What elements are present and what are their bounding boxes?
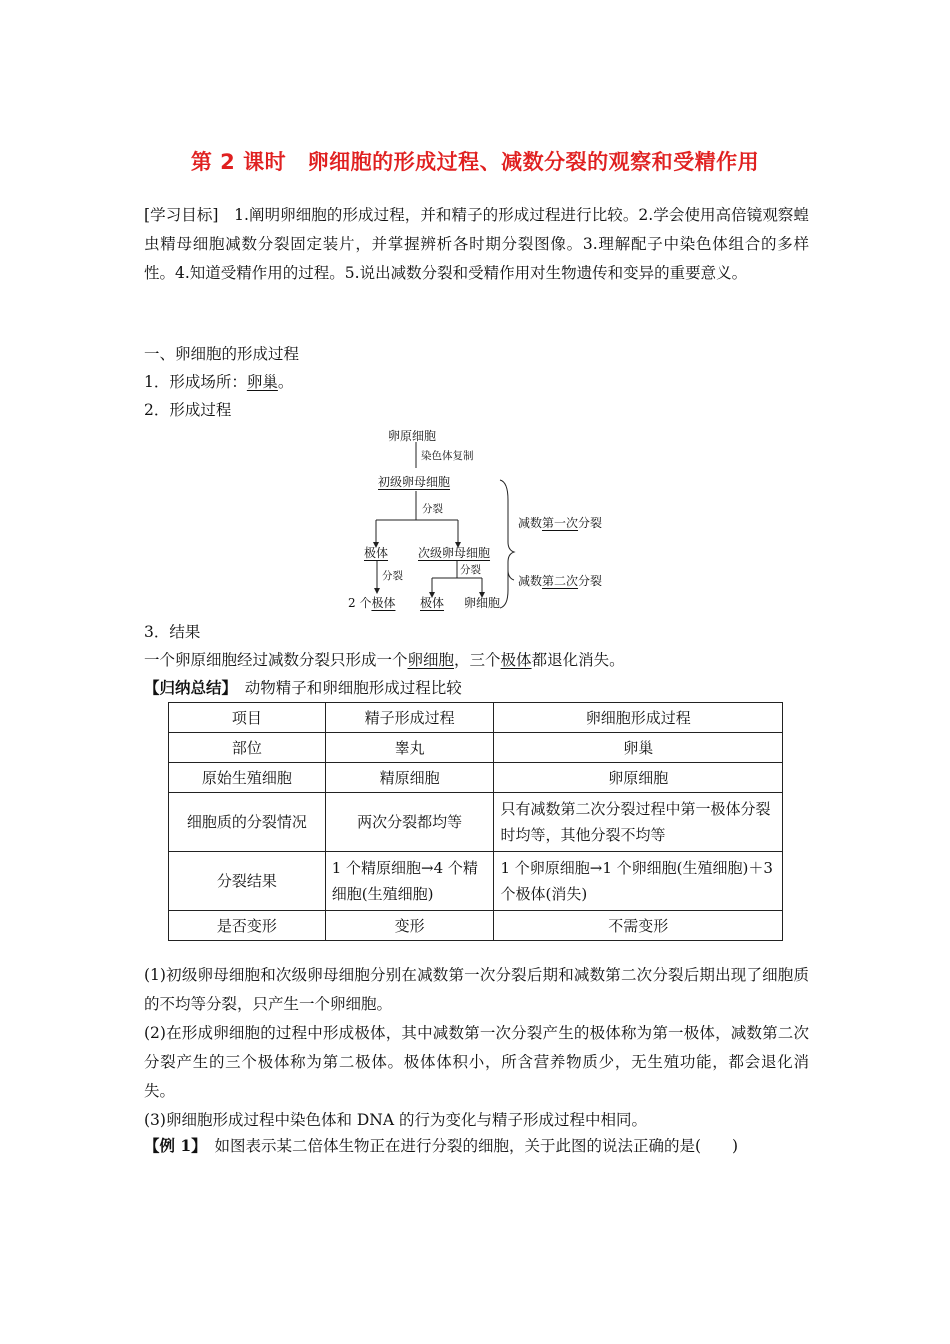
- table-row: [169, 911, 783, 941]
- section-heading: 一、卵细胞的形成过程: [144, 345, 300, 363]
- table-cell: 原始生殖细胞: [169, 763, 326, 793]
- table-cell: 不需变形: [494, 911, 783, 941]
- result-answer-polar: 极体: [500, 651, 532, 669]
- summary-label: 【归纳总结】: [144, 678, 230, 697]
- result-text: [144, 648, 625, 670]
- result-part-2: ，三个: [454, 651, 501, 669]
- table-header-row: [169, 703, 783, 733]
- table-row: [169, 763, 783, 793]
- table-cell: 1 个精原细胞→4 个精细胞(生殖细胞): [325, 852, 494, 911]
- node-two-polar-bodies: [348, 594, 395, 611]
- meiosis2-answer: 第二次: [542, 574, 579, 588]
- page-title: 第 2 课时 卵细胞的形成过程、减数分裂的观察和受精作用: [190, 150, 760, 174]
- table-cell: 变形: [325, 911, 494, 941]
- table-cell: 卵原细胞: [494, 763, 783, 793]
- example-text: 如图表示某二倍体生物正在进行分裂的细胞，关于此图的说法正确的是( ): [198, 1137, 739, 1155]
- label-meiosis-1: [518, 514, 602, 531]
- table-cell: 睾丸: [325, 733, 494, 763]
- node-polar-body-2: 极体: [420, 596, 445, 610]
- node-egg: 卵细胞: [464, 596, 501, 610]
- table-row: [169, 793, 783, 852]
- objectives-text: 1.阐明卵细胞的形成过程，并和精子的形成过程进行比较。2.学会使用高倍镜观察蝗虫精母细胞减数分裂固定装片，并掌握辨析各时期分裂图像。3.理解配子中染色体组合的多样性。4.知道受精作用的过程。5.说出减数分裂和受精作用对生物遗传和变异的重要意义。: [144, 206, 809, 282]
- example-label: 【例 1】: [144, 1136, 199, 1155]
- result-heading: 3．结果: [144, 623, 201, 641]
- node-polar-body: 极体: [364, 546, 389, 560]
- table-cell: 是否变形: [169, 911, 326, 941]
- oogenesis-diagram: [340, 420, 640, 615]
- table-cell: 分裂结果: [169, 852, 326, 911]
- label-meiosis-2: [518, 572, 602, 589]
- note-3: (3)卵细胞形成过程中染色体和 DNA 的行为变化与精子形成过程中相同。: [144, 1111, 647, 1129]
- process-heading: 2．形成过程: [144, 401, 232, 419]
- table-header: 项目: [169, 703, 326, 733]
- result-part-1: 一个卵原细胞经过减数分裂只形成一个: [144, 651, 408, 669]
- note-1: (1)初级卵母细胞和次级卵母细胞分别在减数第一次分裂后期和减数第二次分裂后期出现了细胞质的不均等分裂，只产生一个卵细胞。: [144, 966, 809, 1013]
- label-split-1: 分裂: [422, 503, 443, 515]
- node-secondary-oocyte: 次级卵母细胞: [418, 546, 491, 560]
- node-primary-oocyte: 初级卵母细胞: [378, 475, 451, 489]
- note-2: (2)在形成卵细胞的过程中形成极体，其中减数第一次分裂产生的极体称为第一极体，减数第二次分裂产生的三个极体称为第二极体。极体体积小，所含营养物质少，无生殖功能，都会退化消失。: [144, 1024, 809, 1100]
- two-prefix: 2 个: [348, 596, 372, 610]
- label-split-3: 分裂: [460, 564, 481, 576]
- result-answer-egg: 卵细胞: [407, 651, 455, 669]
- table-row: [169, 852, 783, 911]
- two-polar-answer: 极体: [371, 596, 396, 610]
- table-cell: 部位: [169, 733, 326, 763]
- learning-objectives: [144, 201, 809, 288]
- comparison-table: [168, 702, 783, 941]
- example-question: [144, 1134, 738, 1156]
- table-cell: 1 个卵原细胞→1 个卵细胞(生殖细胞)＋3 个极体(消失): [494, 852, 783, 911]
- meiosis1-answer: 第一次: [542, 516, 579, 530]
- result-part-3: 都退化消失。: [531, 651, 625, 669]
- label-replication: 染色体复制: [421, 450, 474, 462]
- label-split-2: 分裂: [382, 570, 403, 582]
- node-oogonium: 卵原细胞: [388, 429, 437, 443]
- table-header: 精子形成过程: [325, 703, 494, 733]
- table-row: [169, 733, 783, 763]
- meiosis1-suffix: 分裂: [578, 516, 603, 530]
- summary-heading: [144, 676, 462, 698]
- place-prefix: 1．形成场所：: [144, 373, 247, 391]
- summary-text: 动物精子和卵细胞形成过程比较: [229, 679, 462, 697]
- table-cell: 只有减数第二次分裂过程中第一极体分裂时均等，其他分裂不均等: [494, 793, 783, 852]
- formation-place: [144, 370, 293, 392]
- table-cell: 两次分裂都均等: [325, 793, 494, 852]
- meiosis2-suffix: 分裂: [578, 574, 603, 588]
- place-suffix: 。: [277, 373, 294, 391]
- table-cell: 精原细胞: [325, 763, 494, 793]
- table-cell: 卵巢: [494, 733, 783, 763]
- objectives-label: [学习目标]: [144, 206, 219, 224]
- meiosis1-prefix: 减数: [518, 516, 543, 530]
- place-answer: 卵巢: [246, 373, 278, 391]
- meiosis2-prefix: 减数: [518, 574, 543, 588]
- table-header: 卵细胞形成过程: [494, 703, 783, 733]
- table-cell: 细胞质的分裂情况: [169, 793, 326, 852]
